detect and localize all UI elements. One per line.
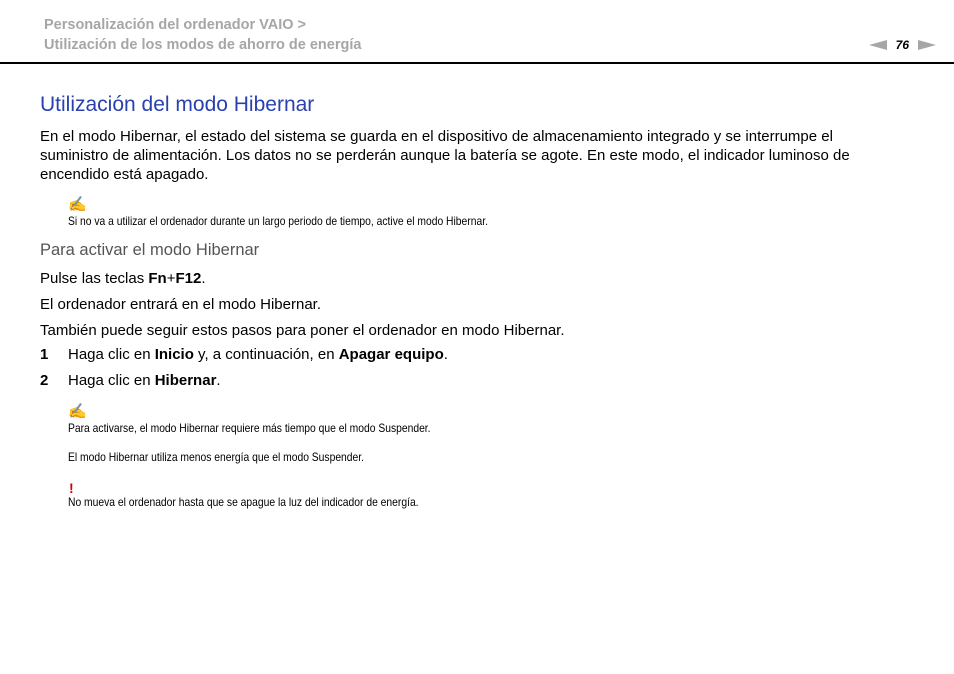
intro-line-2: suministro de alimentación. Los datos no se perderán aunque la batería se agote. En este modo, el indicador luminoso de [40, 147, 850, 164]
intro-line-3: encendido está apagado. [40, 166, 209, 183]
note-pencil-icon: ✍ [68, 196, 87, 213]
result-text: El ordenador entrará en el modo Hibernar. [40, 296, 322, 313]
step-1-pre: Haga clic en [68, 346, 155, 363]
warning-text: No mueva el ordenador hasta que se apague la luz del indicador de energía. [68, 495, 419, 509]
section-title: Utilización del modo Hibernar [40, 93, 315, 116]
procedure-heading: Para activar el modo Hibernar [40, 241, 260, 259]
intro-paragraph [40, 127, 850, 184]
step-1-inicio: Inicio [154, 346, 194, 363]
note-text: Si no va a utilizar el ordenador durante un largo periodo de tiempo, active el modo Hibernar. [68, 214, 488, 228]
alternative-intro: También puede seguir estos pasos para poner el ordenador en modo Hibernar. [40, 322, 565, 339]
note-text: Para activarse, el modo Hibernar requiere más tiempo que el modo Suspender. [68, 421, 431, 435]
next-page-arrow-icon[interactable] [918, 40, 936, 50]
step-2-number: 2 [40, 372, 49, 389]
step-1-post: . [443, 346, 448, 363]
note-pencil-icon: ✍ [68, 403, 87, 420]
key-f12: F12 [175, 270, 202, 287]
step-1-apagar-equipo: Apagar equipo [338, 346, 444, 363]
page-navigator [869, 38, 936, 52]
note-text: El modo Hibernar utiliza menos energía que el modo Suspender. [68, 450, 365, 464]
page-header [0, 0, 954, 64]
step-2-post: . [216, 372, 221, 389]
step-2-hibernar: Hibernar [154, 372, 217, 389]
page-number: 76 [895, 38, 909, 52]
breadcrumb-parent[interactable]: Personalización del ordenador VAIO > [44, 17, 307, 33]
step-1-number: 1 [40, 346, 49, 363]
press-keys-prefix: Pulse las teclas [40, 270, 149, 287]
step-2-text [68, 372, 221, 389]
step-1-mid: y, a continuación, en [193, 346, 339, 363]
step-2-pre: Haga clic en [68, 372, 155, 389]
breadcrumb-current: Utilización de los modos de ahorro de energía [44, 37, 362, 53]
header-divider [0, 62, 954, 64]
previous-page-arrow-icon[interactable] [869, 40, 887, 50]
warning-icon: ! [69, 480, 74, 496]
press-keys-text [40, 269, 206, 288]
key-plus: + [166, 270, 176, 287]
intro-line-1: En el modo Hibernar, el estado del sistema se guarda en el dispositivo de almacenamiento integrado y se interrumpe el [40, 128, 833, 145]
step-1-text [68, 346, 448, 363]
key-fn: Fn [148, 270, 167, 287]
press-keys-suffix: . [201, 270, 206, 287]
